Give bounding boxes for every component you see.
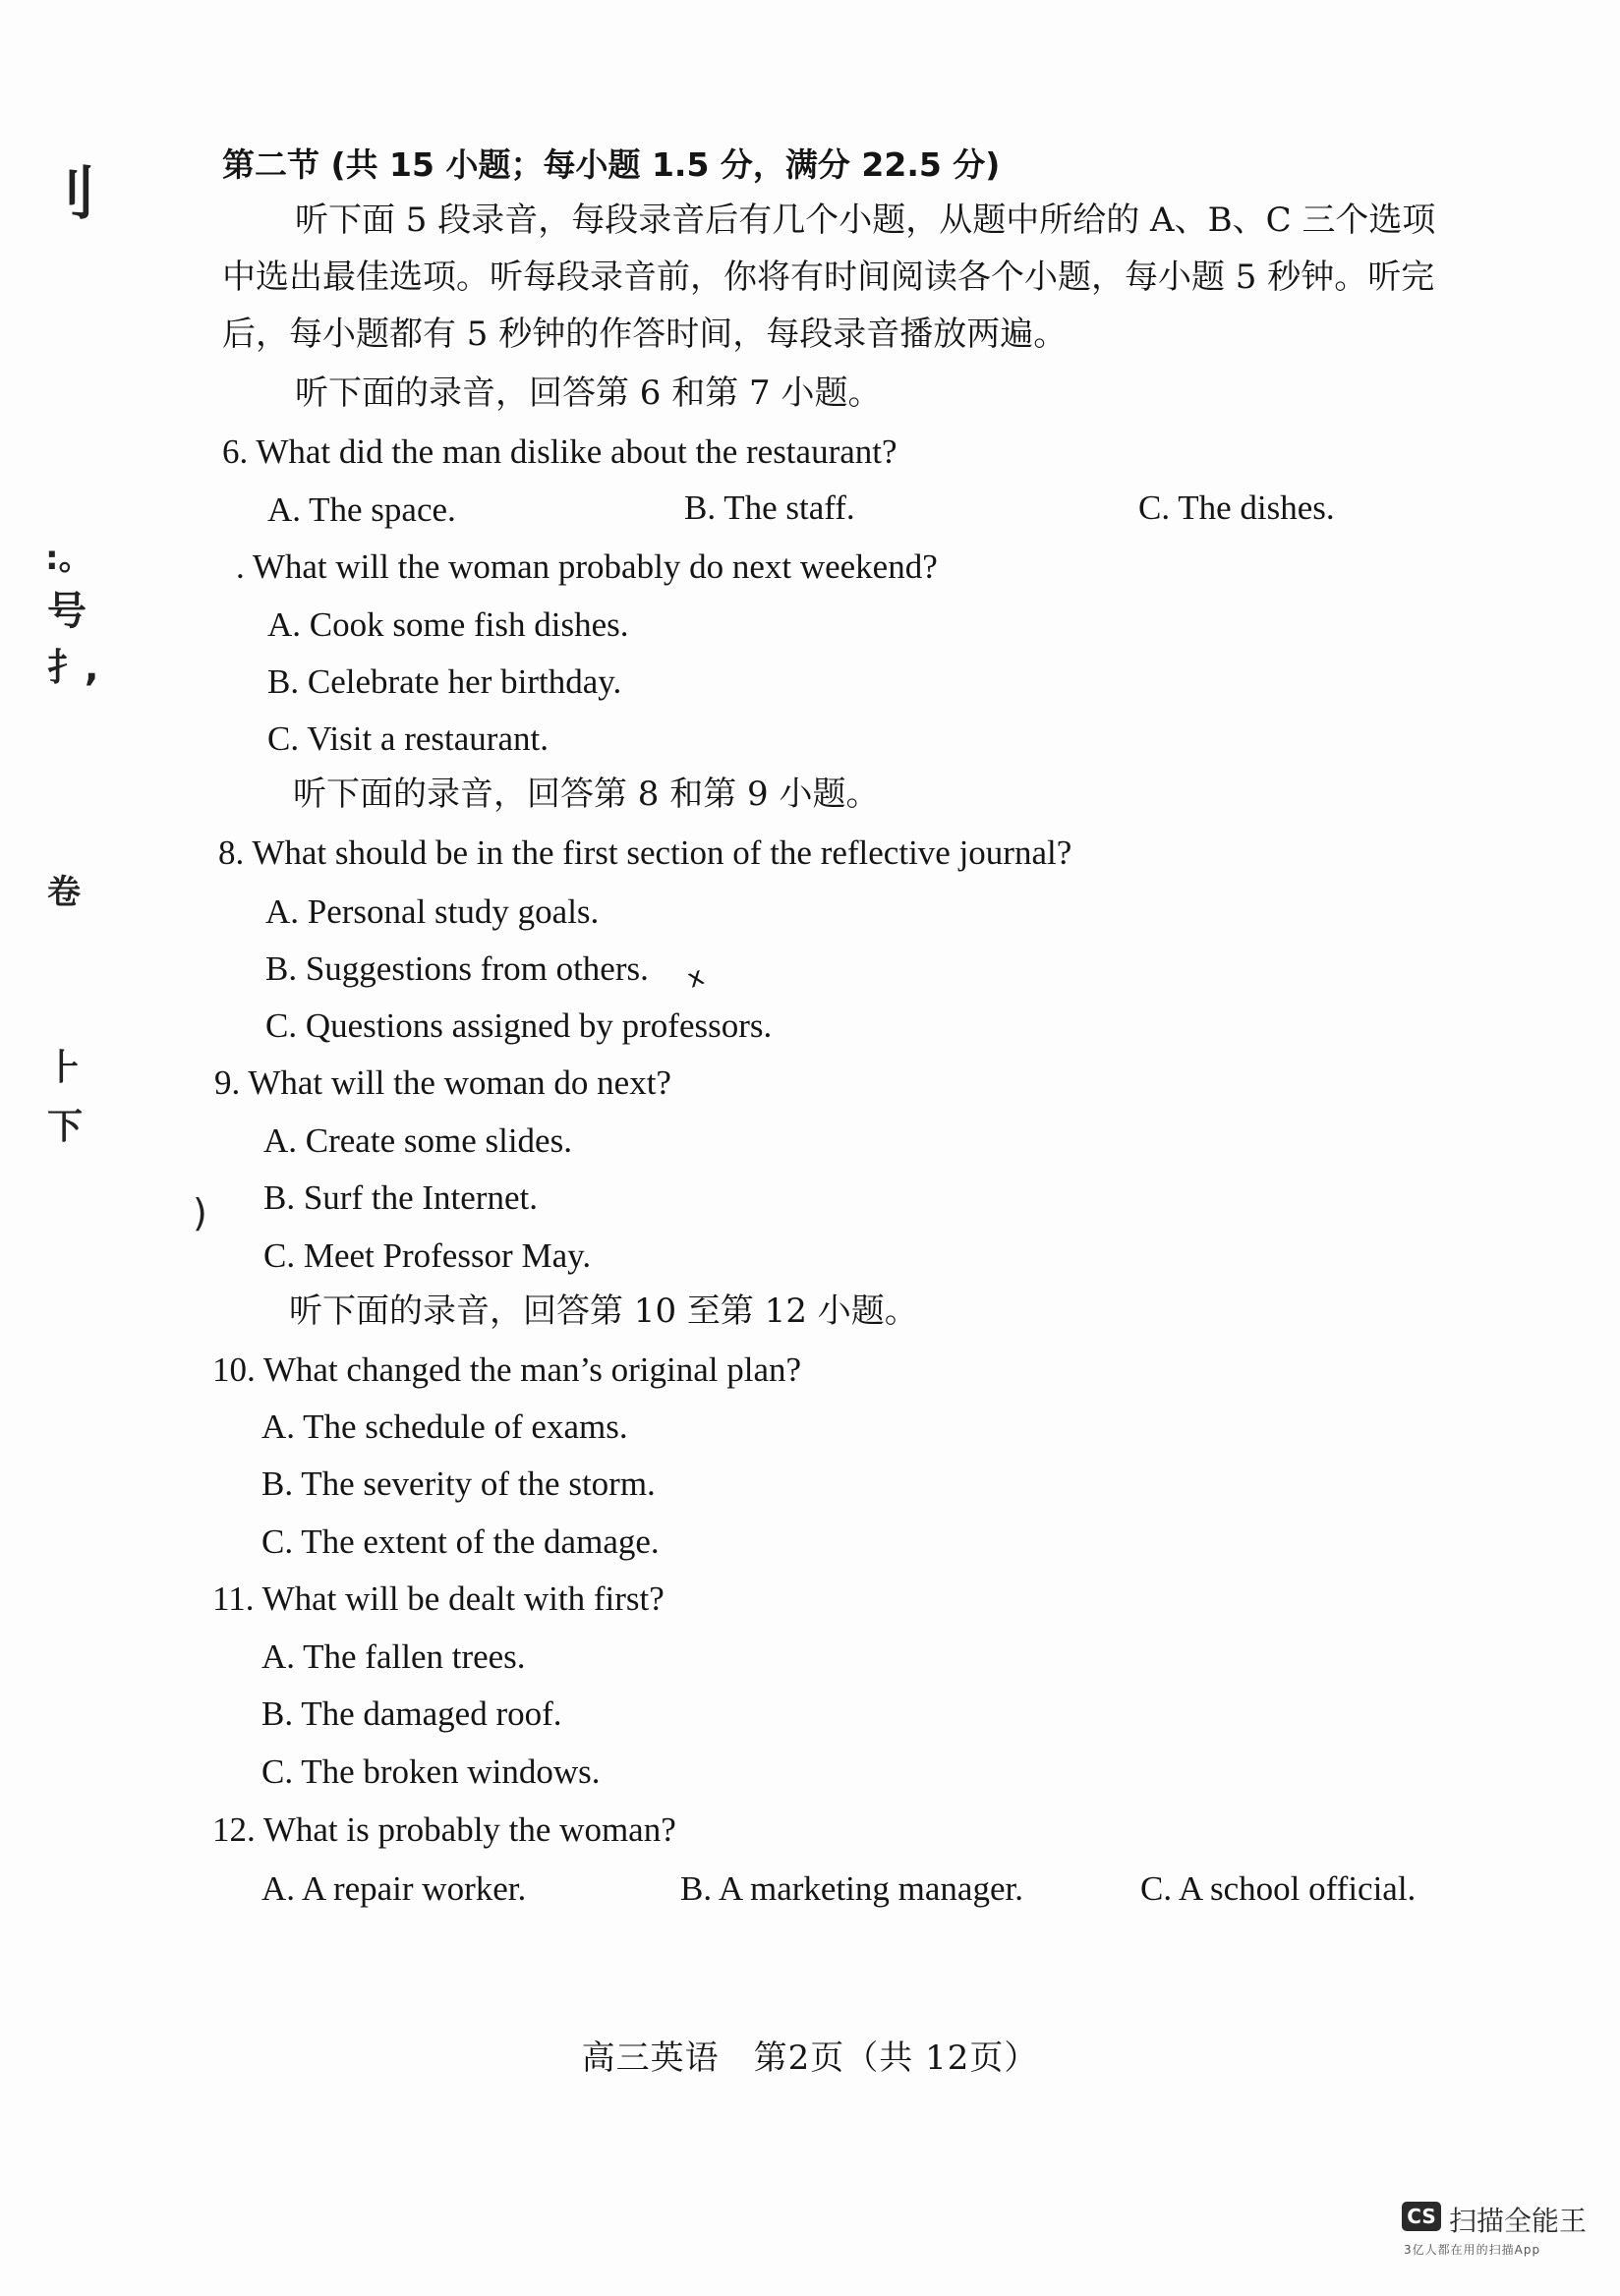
watermark-tagline: 3亿人都在用的扫描App: [1404, 2243, 1541, 2257]
question-9: 9. What will the woman do next?: [214, 1063, 671, 1102]
question-10-option-a: A. The schedule of exams.: [261, 1407, 628, 1446]
question-12-option-b: B. A marketing manager.: [680, 1869, 1023, 1908]
question-8: 8. What should be in the first section of the reflective journal?: [218, 833, 1072, 872]
page-footer: 高三英语 第2页（共 12页）: [581, 2038, 1039, 2078]
question-6-option-a: A. The space.: [267, 490, 456, 529]
question-7-option-b: B. Celebrate her birthday.: [267, 662, 622, 701]
question-6-option-b: B. The staff.: [684, 488, 855, 527]
instruction-line: 中选出最佳选项。听每段录音前，你将有时间阅读各个小题，每小题 5 秒钟。听完: [222, 258, 1435, 297]
watermark-app-name: 扫描全能王: [1449, 2205, 1588, 2237]
question-11-option-b: B. The damaged roof.: [261, 1694, 562, 1733]
question-12-option-c: C. A school official.: [1140, 1869, 1417, 1908]
binding-margin-mark: ): [193, 1191, 207, 1234]
question-7-option-c: C. Visit a restaurant.: [267, 719, 549, 758]
question-11-option-a: A. The fallen trees.: [261, 1637, 526, 1676]
question-9-option-c: C. Meet Professor May.: [263, 1236, 592, 1275]
binding-margin-mark: 刂: [39, 160, 93, 227]
binding-margin-mark: :。: [45, 539, 92, 578]
question-10-option-b: B. The severity of the storm.: [261, 1464, 656, 1503]
question-10-option-c: C. The extent of the damage.: [261, 1522, 660, 1561]
question-12-option-a: A. A repair worker.: [261, 1869, 527, 1908]
question-7-option-a: A. Cook some fish dishes.: [267, 605, 629, 644]
listening-prompt: 听下面的录音，回答第 10 至第 12 小题。: [289, 1292, 918, 1331]
binding-margin-mark: ⺊: [47, 1048, 84, 1088]
question-11-option-c: C. The broken windows.: [261, 1752, 601, 1791]
section-heading: 第二节 (共 15 小题；每小题 1.5 分，满分 22.5 分): [222, 145, 1001, 184]
camscanner-logo-icon: CS: [1402, 2202, 1441, 2231]
top-edge-marks: [629, 0, 924, 2]
question-12: 12. What is probably the woman?: [212, 1810, 676, 1849]
listening-prompt: 听下面的录音，回答第 8 和第 9 小题。: [293, 775, 880, 814]
listening-prompt: 听下面的录音，回答第 6 和第 7 小题。: [295, 373, 882, 413]
question-11: 11. What will be dealt with first?: [212, 1579, 665, 1618]
question-6: 6. What did the man dislike about the restaurant?: [222, 432, 897, 471]
binding-margin-mark: 卷: [47, 873, 81, 912]
question-8-option-c: C. Questions assigned by professors.: [265, 1006, 773, 1045]
question-7: . What will the woman probably do next weekend?: [236, 547, 938, 586]
binding-margin-mark: 扌,: [47, 646, 99, 689]
question-9-option-a: A. Create some slides.: [263, 1121, 572, 1160]
binding-margin-mark: 下: [47, 1107, 84, 1147]
question-8-option-b: B. Suggestions from others.: [265, 949, 649, 988]
question-9-option-b: B. Surf the Internet.: [263, 1178, 538, 1217]
question-6-option-c: C. The dishes.: [1138, 488, 1335, 527]
handwritten-mark: x: [683, 961, 709, 995]
scanner-watermark: [1402, 2200, 1598, 2268]
instruction-line: 听下面 5 段录音，每段录音后有几个小题，从题中所给的 A、B、C 三个选项: [295, 201, 1436, 240]
question-8-option-a: A. Personal study goals.: [265, 892, 600, 931]
question-10: 10. What changed the man’s original plan?: [212, 1350, 802, 1389]
instruction-line: 后，每小题都有 5 秒钟的作答时间，每段录音播放两遍。: [222, 315, 1068, 354]
binding-margin-mark: 号: [47, 589, 87, 634]
